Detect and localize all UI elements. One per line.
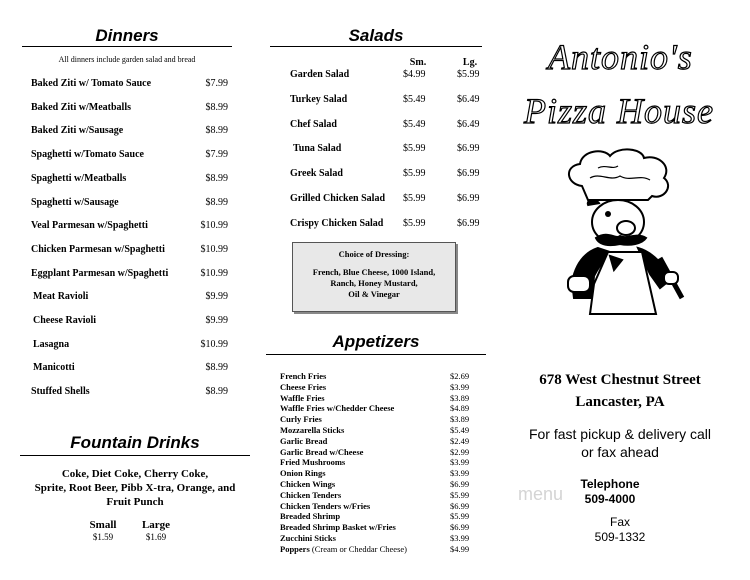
dinner-item-price: $7.99 <box>205 149 228 161</box>
dinner-item-price: $8.99 <box>205 125 228 137</box>
appetizer-name-text: Garlic Bread w/Cheese <box>280 446 364 457</box>
dinner-item-name: Eggplant Parmesan w/Spaghetti <box>31 267 169 279</box>
dinner-item-name: Chicken Parmesan w/Spaghetti <box>31 243 165 255</box>
appetizer-price: $6.99 <box>450 479 470 489</box>
dinner-item-price: $9.99 <box>205 315 228 326</box>
appetizer-name <box>280 436 327 446</box>
dinner-item-price: $8.99 <box>205 101 228 113</box>
appetizer-price: $6.99 <box>450 500 470 511</box>
salad-large-price: $6.49 <box>457 93 480 105</box>
dressing-title: Choice of Dressing: <box>338 249 410 259</box>
appetizer-name-text: Garlic Bread <box>280 435 328 446</box>
dinners-rule <box>22 46 232 47</box>
appetizer-name <box>280 468 326 478</box>
salad-small-price: $4.99 <box>403 69 426 80</box>
appetizer-price: $2.99 <box>450 446 470 457</box>
appetizer-name-text: Cheese Fries <box>280 381 327 392</box>
salad-item-name: Greek Salad <box>290 168 343 180</box>
chef-illustration <box>560 148 700 318</box>
pickup-line-2: or fax ahead <box>581 444 659 460</box>
salads-title: Salads <box>348 26 404 45</box>
appetizer-name-text: Chicken Wings <box>280 479 336 489</box>
appetizer-name <box>280 403 394 413</box>
brand-line-1: Antonio's <box>548 37 693 77</box>
appetizer-price: $5.99 <box>450 489 470 500</box>
appetizer-name-text: French Fries <box>280 371 327 381</box>
dinner-item-name: Spaghetti w/Sausage <box>31 196 119 208</box>
appetizer-price: $6.99 <box>450 522 470 533</box>
appetizer-price: $3.99 <box>450 533 470 543</box>
dinner-item-price: $10.99 <box>200 220 228 232</box>
salad-small-price: $5.99 <box>403 193 426 204</box>
drinks-title: Fountain Drinks <box>70 433 200 452</box>
dinner-item-name: Baked Ziti w/ Tomato Sauce <box>31 78 152 89</box>
appetizers-title: Appetizers <box>332 332 420 351</box>
appetizer-name <box>280 522 396 532</box>
salad-large-price: $6.99 <box>457 217 480 229</box>
appetizer-name <box>280 371 326 381</box>
appetizer-price: $3.99 <box>450 381 470 392</box>
fax-label: Fax <box>609 515 630 529</box>
drink-small-price: $1.59 <box>92 532 114 542</box>
salad-item-name: Garden Salad <box>290 69 350 80</box>
drinks-line-3: Fruit Punch <box>106 496 164 508</box>
dinners-note: All dinners include garden salad and bread <box>58 55 196 64</box>
appetizer-name-text: Mozzarella Sticks <box>280 425 345 435</box>
dinner-item-name: Spaghetti w/Meatballs <box>31 172 127 184</box>
drinks-list <box>18 467 252 509</box>
watermark: menu <box>518 484 564 504</box>
address-street: 678 West Chestnut Street <box>539 372 701 388</box>
appetizer-row <box>280 544 472 556</box>
appetizer-price: $3.99 <box>450 468 470 479</box>
appetizer-price: $5.99 <box>450 511 470 522</box>
appetizer-name-text: Fried Mushrooms <box>280 457 346 468</box>
address-city: Lancaster, PA <box>575 394 665 410</box>
salad-item-name: Grilled Chicken Salad <box>290 193 386 204</box>
dressing-line-1: French, Blue Cheese, 1000 Island, <box>312 267 436 277</box>
dinner-item-price: $8.99 <box>205 386 228 398</box>
salad-item-name: Turkey Salad <box>290 93 348 105</box>
salad-small-price: $5.99 <box>403 217 426 229</box>
appetizer-price: $4.89 <box>450 403 470 414</box>
dinner-item-price: $10.99 <box>200 338 228 350</box>
dressing-line-2: Ranch, Honey Mustard, <box>330 278 418 288</box>
dinner-item-name: Meat Ravioli <box>33 291 89 303</box>
appetizer-name-text: Zucchini Sticks <box>280 533 336 543</box>
salads-rule <box>270 46 482 47</box>
appetizer-price: $3.89 <box>450 414 470 425</box>
appetizer-price: $3.99 <box>450 457 470 468</box>
dinner-item-price: $10.99 <box>200 267 228 279</box>
appetizer-name <box>280 479 335 489</box>
dinner-item-price: $8.99 <box>205 362 228 374</box>
salad-large-price: $6.49 <box>457 118 480 130</box>
appetizer-note: (Cream or Cheddar Cheese) <box>309 543 407 554</box>
appetizer-name-text: Waffle Fries w/Chedder Cheese <box>280 403 395 414</box>
dinner-item-name: Spaghetti w/Tomato Sauce <box>31 149 144 161</box>
appetizer-name <box>280 447 363 457</box>
drink-small-label: Small <box>89 519 117 531</box>
dinner-item-name: Cheese Ravioli <box>33 315 97 326</box>
appetizer-name <box>280 457 345 467</box>
salads-lg-header: Lg. <box>462 57 478 68</box>
appetizer-price: $3.89 <box>450 392 470 403</box>
dinner-item-name: Lasagna <box>33 338 70 350</box>
dinner-item-name: Veal Parmesan w/Spaghetti <box>31 220 148 232</box>
appetizer-name-text: Chicken Tenders <box>280 489 342 500</box>
appetizer-name <box>280 501 370 511</box>
salad-small-price: $5.49 <box>403 118 426 130</box>
telephone-number: 509-4000 <box>584 492 636 506</box>
brand-line-2: Pizza House <box>524 91 714 131</box>
salad-small-price: $5.99 <box>403 143 426 155</box>
salad-item-name: Tuna Salad <box>293 143 342 155</box>
appetizer-name-text: Breaded Shrimp Basket w/Fries <box>280 522 396 533</box>
dinner-item-price: $9.99 <box>205 291 228 303</box>
salad-small-price: $5.49 <box>403 93 426 105</box>
pickup-line-1: For fast pickup & delivery call <box>528 426 712 442</box>
salad-large-price: $6.99 <box>457 168 480 180</box>
appetizer-price: $4.99 <box>450 543 470 554</box>
salad-large-price: $5.99 <box>457 69 480 80</box>
dinner-item-price: $7.99 <box>205 78 228 89</box>
appetizer-name <box>280 382 326 392</box>
appetizer-name-text: Waffle Fries <box>280 392 325 403</box>
fax-number: 509-1332 <box>594 530 646 544</box>
salad-item-name: Chef Salad <box>290 118 337 130</box>
drink-large-price: $1.69 <box>145 532 167 542</box>
appetizer-price: $5.49 <box>450 425 470 435</box>
dinner-item-name: Baked Ziti w/Sausage <box>31 125 124 137</box>
appetizer-name <box>280 393 325 403</box>
dressing-line-3: Oil & Vinegar <box>348 289 400 299</box>
dressing-box <box>292 242 456 312</box>
salad-small-price: $5.99 <box>403 168 426 180</box>
dinner-item-price: $10.99 <box>200 243 228 255</box>
appetizer-name-text: Curly Fries <box>280 414 322 425</box>
salad-large-price: $6.99 <box>457 193 480 204</box>
dinner-item-price: $8.99 <box>205 172 228 184</box>
drinks-line-2: Sprite, Root Beer, Pibb X-tra, Orange, and <box>34 482 236 494</box>
salad-item-name: Crispy Chicken Salad <box>290 217 384 229</box>
appetizers-rule <box>266 354 486 355</box>
appetizer-name <box>280 425 344 435</box>
appetizer-name <box>280 511 340 521</box>
appetizer-name <box>280 490 341 500</box>
appetizer-name <box>280 544 407 554</box>
dinner-item-name: Manicotti <box>33 362 75 374</box>
appetizer-price: $2.69 <box>450 371 470 381</box>
drinks-line-1: Coke, Diet Coke, Cherry Coke, <box>61 468 209 480</box>
appetizer-name-text: Breaded Shrimp <box>280 511 341 522</box>
salad-large-price: $6.99 <box>457 143 480 155</box>
appetizer-name-text: Poppers <box>280 543 310 554</box>
appetizer-name-text: Onion Rings <box>280 468 326 479</box>
appetizer-name <box>280 533 336 543</box>
appetizer-price: $2.49 <box>450 435 470 446</box>
dinner-item-price: $8.99 <box>205 196 228 208</box>
appetizer-name <box>280 414 322 424</box>
dinner-item-name: Stuffed Shells <box>31 386 90 398</box>
dinners-title: Dinners <box>95 26 159 45</box>
telephone-label: Telephone <box>580 477 640 491</box>
drink-large-label: Large <box>141 519 171 531</box>
appetizer-name-text: Chicken Tenders w/Fries <box>280 500 371 511</box>
drinks-rule <box>20 455 250 456</box>
salads-sm-header: Sm. <box>409 57 427 68</box>
dinner-item-name: Baked Ziti w/Meatballs <box>31 101 132 113</box>
